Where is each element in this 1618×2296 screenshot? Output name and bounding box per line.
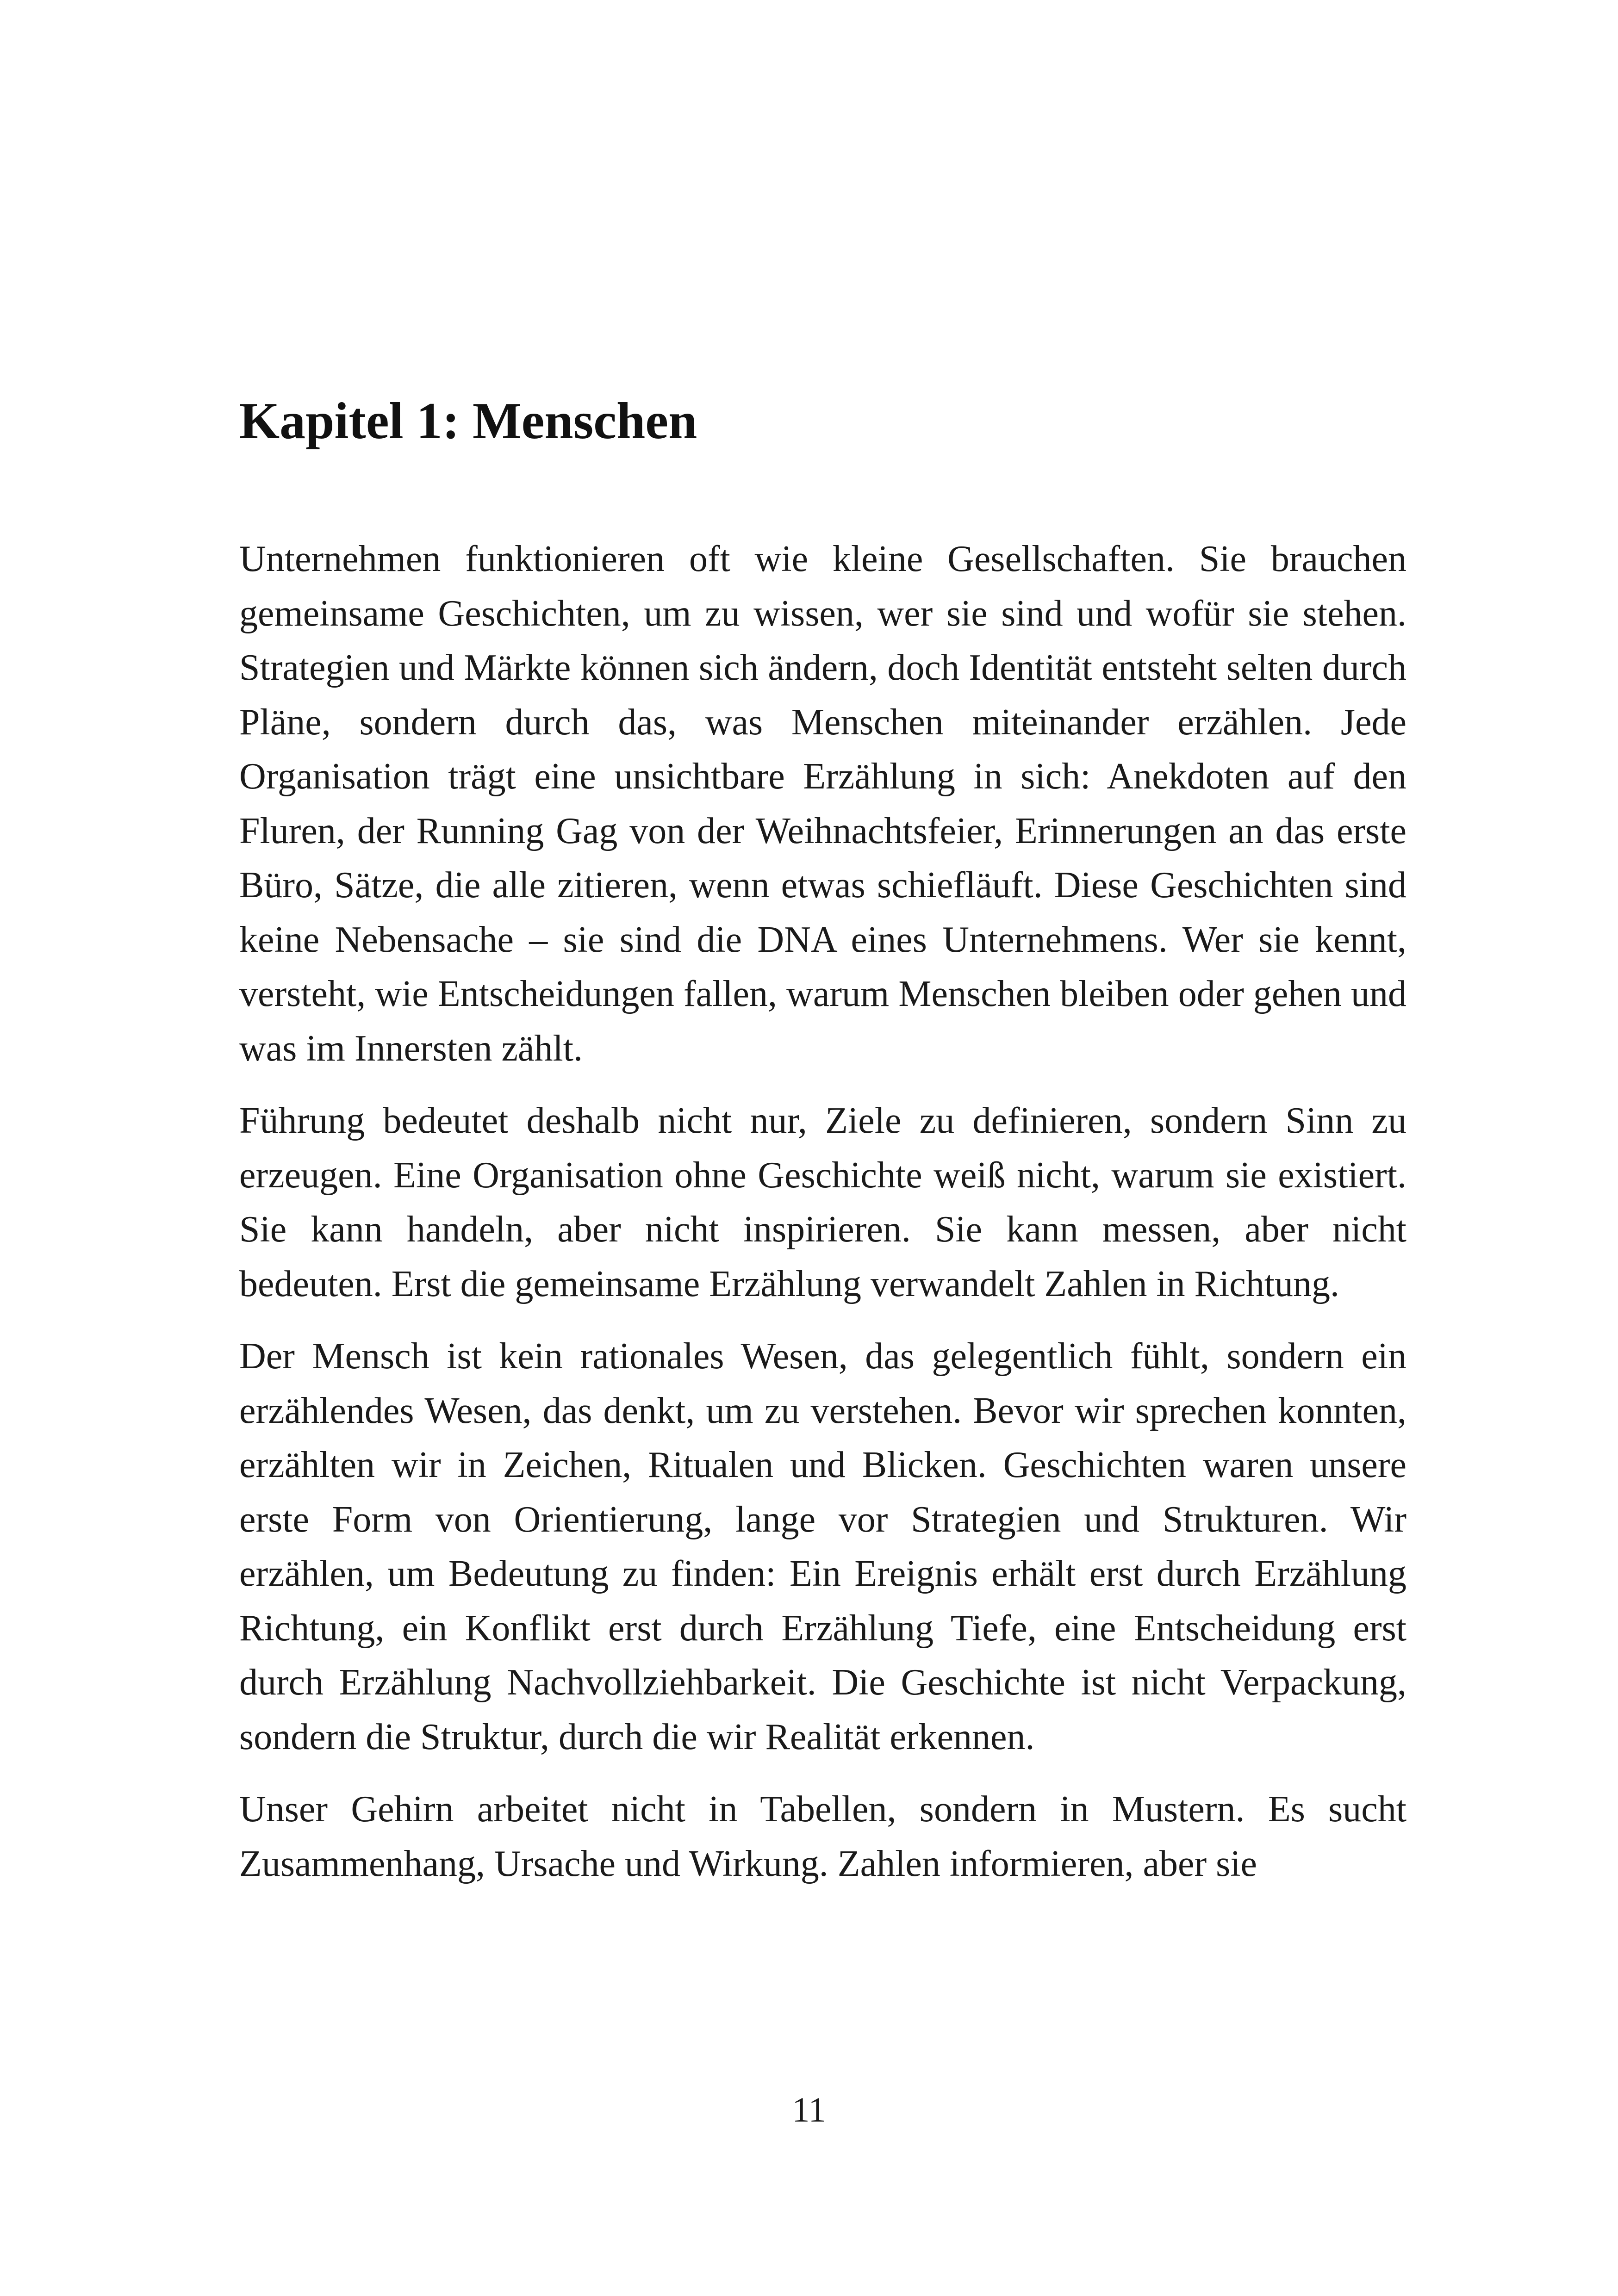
body-text bbox=[239, 532, 1406, 1909]
chapter-title: Kapitel 1: Menschen bbox=[239, 392, 697, 450]
paragraph-4: Unser Gehirn arbeitet nicht in Tabellen, sondern in Mustern. Es sucht Zusammenhang, Ursache und Wirkung. Zahlen informieren, aber sie bbox=[239, 1789, 1406, 1884]
paragraph-1: Unternehmen funktionieren oft wie kleine Gesellschaften. Sie brauchen gemeinsame Geschichten, um zu wissen, wer sie sind und wofür sie stehen. Strategien und Märkte können sich ändern, doch Identität entsteht selten durch Pläne, sondern durch das, was Menschen miteinander erzählen. Jede Organisation trägt eine unsichtbare Erzählung in sich: Anekdoten auf den Fluren, der Running Gag von der Weihnachtsfeier, Erinnerungen an das erste Büro, Sätze, die alle zitieren, wenn etwas schiefläuft. Diese Geschichten sind keine Nebensache – sie sind die DNA eines Unternehmens. Wer sie kennt, versteht, wie Entscheidungen fallen, warum Menschen bleiben oder gehen und was im Innersten zählt. bbox=[239, 539, 1406, 1069]
page-number: 11 bbox=[792, 2091, 826, 2129]
paragraph-3: Der Mensch ist kein rationales Wesen, das gelegentlich fühlt, sondern ein erzählendes Wesen, das denkt, um zu verstehen. Bevor wir sprechen konnten, erzählten wir in Zeichen, Ritualen und Blicken. Geschichten waren unsere erste Form von Orientierung, lange vor Strategien und Strukturen. Wir erzählen, um Bedeutung zu finden: Ein Ereignis erhält erst durch Erzählung Richtung, ein Konflikt erst durch Erzählung Tiefe, eine Entscheidung erst durch Erzählung Nachvollziehbarkeit. Die Geschichte ist nicht Verpackung, sondern die Struktur, durch die wir Realität erkennen. bbox=[239, 1336, 1406, 1757]
paragraph-2: Führung bedeutet deshalb nicht nur, Ziele zu definieren, sondern Sinn zu erzeugen. Eine Organisation ohne Geschichte weiß nicht, warum sie existiert. Sie kann handeln, aber nicht inspirieren. Sie kann messen, aber nicht bedeuten. Erst die gemeinsame Erzählung verwandelt Zahlen in Richtung. bbox=[239, 1100, 1406, 1304]
